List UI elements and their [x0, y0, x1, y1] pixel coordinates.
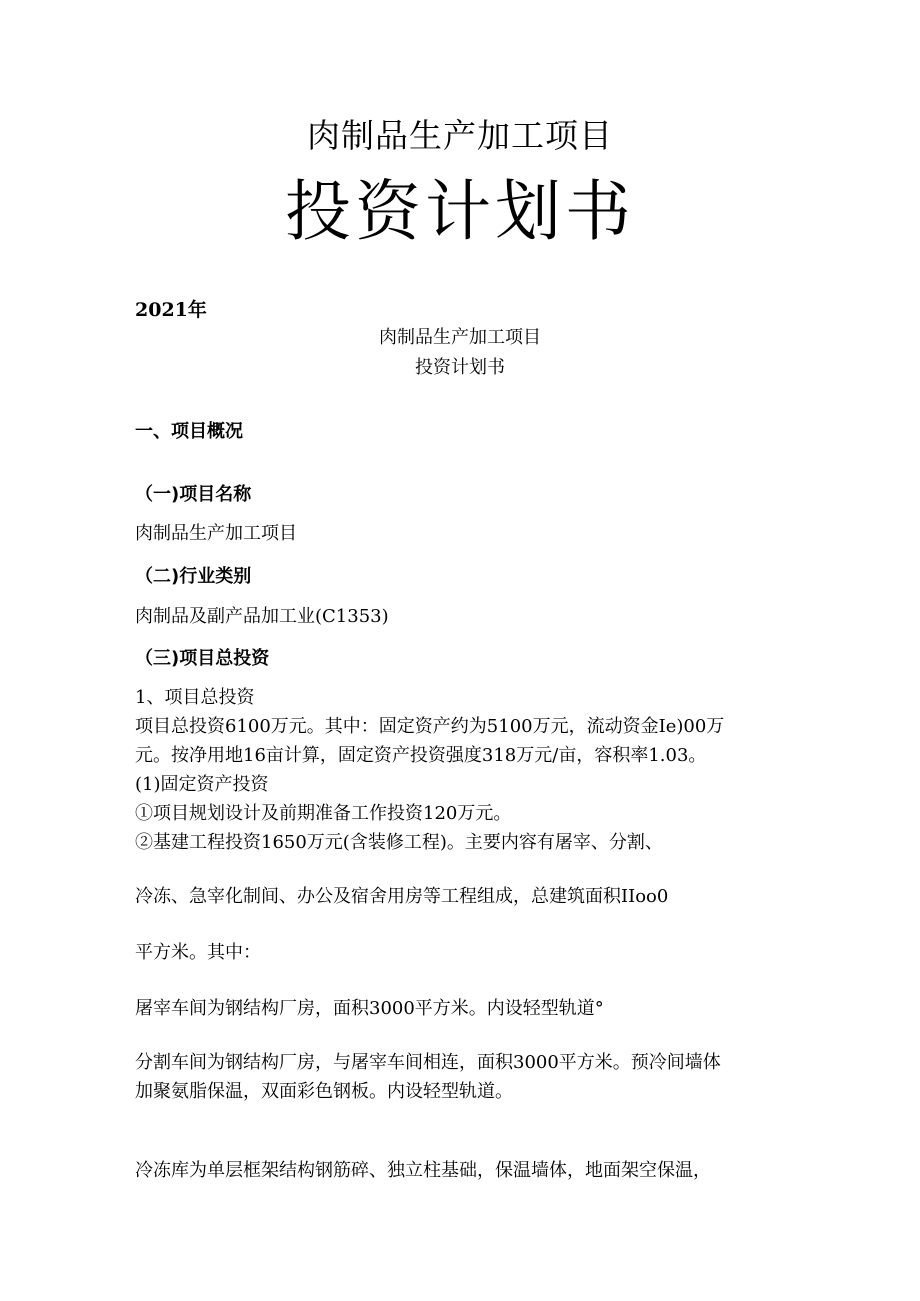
slaughter-workshop-paragraph: 屠宰车间为钢结构厂房，面积3000平方米。内设轻型轨道° — [135, 998, 604, 1019]
section-heading: 一、项目概况 — [135, 421, 243, 442]
investment-item-title: 1、项目总投资 — [135, 687, 255, 708]
investment-line: (1)固定资产投资 — [135, 774, 269, 795]
subsection-heading-investment: （三)项目总投资 — [135, 648, 270, 669]
investment-line: ②基建工程投资1650万元(含装修工程)。主要内容有屠宰、分割、 — [135, 832, 663, 853]
cover-document-title: 投资计划书 — [285, 173, 635, 250]
industry-text: 肉制品及副产品加工业(C1353) — [135, 606, 389, 627]
building-paragraph: 冷冻、急宰化制间、办公及宿舍用房等工程组成，总建筑面积IIoo0 — [135, 886, 669, 907]
building-paragraph: 平方米。其中： — [135, 942, 261, 963]
investment-line: 元。按净用地16亩计算，固定资产投资强度318万元/亩，容积率1.03。 — [135, 745, 707, 766]
investment-line: ①项目规划设计及前期准备工作投资120万元。 — [135, 803, 512, 824]
project-name-text: 肉制品生产加工项目 — [135, 523, 297, 544]
cutting-workshop-paragraph: 分割车间为钢结构厂房，与屠宰车间相连，面积3000平方米。预冷间墙体 — [135, 1052, 721, 1073]
cover-year: 2021年 — [135, 299, 207, 321]
investment-line: 项目总投资6100万元。其中：固定资产约为5100万元，流动资金Ie)00万 — [135, 716, 725, 737]
cover-project-title: 肉制品生产加工项目 — [307, 116, 613, 155]
subsection-heading-industry: （二)行业类别 — [135, 566, 252, 587]
header-document-title: 投资计划书 — [415, 357, 505, 378]
cutting-workshop-paragraph: 加聚氨脂保温，双面彩色钢板。内设轻型轨道。 — [135, 1081, 513, 1102]
cold-storage-paragraph: 冷冻库为单层框架结构钢筋碎、独立柱基础，保温墙体，地面架空保温， — [135, 1160, 711, 1181]
header-project-title: 肉制品生产加工项目 — [379, 327, 541, 348]
subsection-heading-name: （一)项目名称 — [135, 484, 252, 505]
